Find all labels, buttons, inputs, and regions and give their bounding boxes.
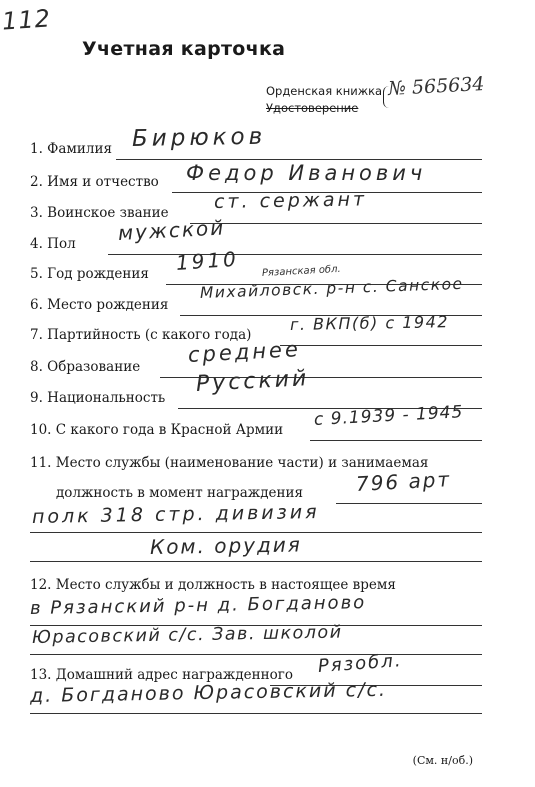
field-sex-underline bbox=[108, 254, 482, 255]
field-service-label-line2: должность в момент награждения bbox=[56, 485, 304, 501]
order-book-number: № 565634 bbox=[387, 72, 486, 100]
field-birth-year-label: 5. Год рождения bbox=[30, 266, 149, 282]
field-surname-underline bbox=[116, 159, 482, 160]
field-home-address-label: 13. Домашний адрес награжденного bbox=[30, 667, 293, 683]
field-nationality-label: 9. Национальность bbox=[30, 390, 166, 406]
field-current-service-value-1: в Рязанский р-н д. Богданово bbox=[29, 592, 367, 619]
field-party-value: г. ВКП(б) с 1942 bbox=[289, 312, 450, 334]
field-education-label: 8. Образование bbox=[30, 359, 141, 375]
field-birthplace-note: Рязанская обл. bbox=[261, 263, 341, 279]
field-nationality-value: Русский bbox=[195, 366, 310, 397]
field-name-value: Федор Иванович bbox=[186, 161, 427, 185]
field-current-service-label: 12. Место службы и должность в настоящее время bbox=[30, 577, 396, 593]
field-rank-underline bbox=[190, 223, 482, 224]
field-party-underline bbox=[280, 345, 482, 346]
field-service-value-1: 796 арт bbox=[355, 467, 452, 496]
field-current-service-underline-2 bbox=[30, 654, 482, 655]
field-birthplace-label: 6. Место рождения bbox=[30, 297, 169, 313]
field-service-value-2: полк 318 стр. дивизия bbox=[31, 500, 320, 528]
field-education-value: среднее bbox=[187, 337, 302, 367]
certificate-label-struck: Удостоверение bbox=[266, 101, 359, 115]
field-surname-label: 1. Фамилия bbox=[30, 141, 113, 157]
archive-number: 112 bbox=[1, 4, 52, 36]
field-home-address-value-2: д. Богданово Юрасовский с/с. bbox=[29, 678, 388, 707]
field-army-since-value: с 9.1939 - 1945 bbox=[313, 402, 464, 430]
field-army-since-label: 10. С какого года в Красной Армии bbox=[30, 422, 284, 438]
field-surname-value: Бирюков bbox=[131, 123, 267, 152]
field-name-label: 2. Имя и отчество bbox=[30, 174, 159, 190]
field-rank-label: 3. Воинское звание bbox=[30, 205, 169, 221]
field-sex-label: 4. Пол bbox=[30, 236, 76, 252]
order-book-label: Орденская книжка bbox=[266, 84, 383, 98]
field-service-underline-1 bbox=[336, 503, 482, 504]
field-sex-value: мужской bbox=[117, 215, 226, 245]
field-home-address-value-1: Рязобл. bbox=[317, 650, 404, 677]
field-army-since-underline bbox=[310, 440, 482, 441]
field-party-label: 7. Партийность (с какого года) bbox=[30, 327, 252, 343]
field-service-value-3: Ком. орудия bbox=[149, 532, 303, 559]
field-birth-year-value: 1910 bbox=[175, 246, 240, 275]
field-home-address-underline-2 bbox=[30, 713, 482, 714]
field-rank-value: ст. сержант bbox=[213, 188, 368, 213]
field-service-underline-3 bbox=[30, 561, 482, 562]
field-birthplace-value: Михайловск. р-н с. Санское bbox=[199, 274, 464, 302]
see-overleaf-note: (См. н/об.) bbox=[412, 754, 473, 767]
card-title: Учетная карточка bbox=[82, 38, 286, 60]
field-service-label-line1: 11. Место службы (наименование части) и занимаемая bbox=[30, 455, 429, 471]
field-current-service-value-2: Юрасовский с/с. Зав. школой bbox=[31, 622, 343, 648]
